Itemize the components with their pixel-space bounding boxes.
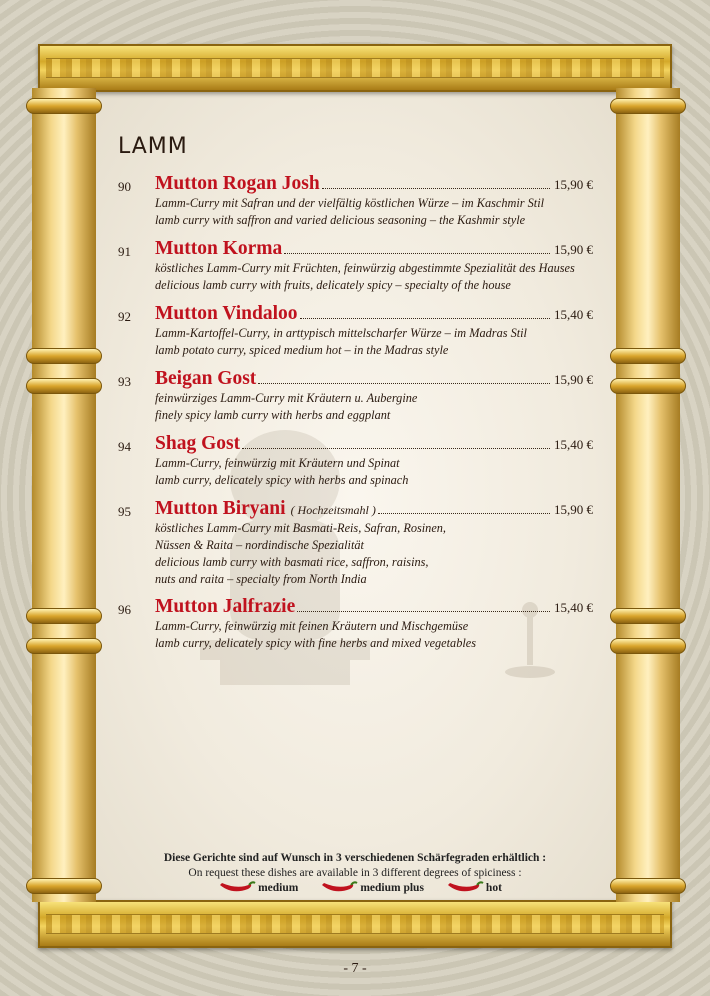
description-line: Nüssen & Raita – nordindische Spezialität: [155, 538, 364, 552]
description-line: nuts and raita – specialty from North India: [155, 572, 367, 586]
description-line: lamb curry, delicately spicy with herbs and spinach: [155, 473, 409, 487]
spiciness-note-german: Diese Gerichte sind auf Wunsch in 3 verschiedenen Schärfegraden erhältlich :: [163, 852, 547, 864]
description-line: Lamm-Kartoffel-Curry, in arttypisch mittelscharfer Würze – im Madras Stil: [155, 326, 527, 340]
description-line: lamb potato curry, spiced medium hot – in the Madras style: [155, 343, 449, 357]
dish-description: [155, 455, 408, 489]
description-line: delicious lamb curry with fruits, delicately spicy – specialty of the house: [155, 278, 511, 292]
bottom-gold-beam: [38, 900, 672, 948]
description-line: köstliches Lamm-Curry mit Basmati-Reis, Safran, Rosinen,: [155, 521, 447, 535]
dot-leader: [297, 611, 550, 612]
item-title-row: [155, 238, 593, 260]
item-title-row: [155, 303, 593, 325]
page-number: - 7 -: [343, 961, 367, 976]
description-line: finely spicy lamb curry with herbs and eggplant: [155, 408, 391, 422]
item-title-row: [155, 596, 593, 618]
chili-pepper-icon: [320, 881, 358, 895]
item-title-row: [155, 368, 593, 390]
spice-level-hot: [446, 881, 502, 895]
right-gold-column: [616, 88, 680, 902]
dot-leader: [242, 448, 550, 449]
dot-leader: [258, 383, 550, 384]
spice-level-label: medium plus: [360, 882, 424, 894]
item-number: 94: [118, 439, 131, 454]
dish-name: Shag Gost: [155, 433, 241, 454]
description-line: delicious lamb curry with basmati rice, saffron, raisins,: [155, 555, 429, 569]
item-title-row: [155, 498, 593, 520]
top-gold-beam: [38, 44, 672, 92]
dish-name: Mutton Biryani: [155, 498, 286, 519]
item-title-row: [155, 433, 593, 455]
description-line: Lamm-Curry, feinwürzig mit Kräutern und Spinat: [155, 456, 400, 470]
dish-name: Mutton Rogan Josh: [155, 173, 320, 194]
description-line: lamb curry with saffron and varied delicious seasoning – the Kashmir style: [155, 213, 526, 227]
dish-price: 15,90 €: [554, 177, 593, 192]
dish-price: 15,90 €: [554, 372, 593, 387]
description-line: köstliches Lamm-Curry mit Früchten, feinwürzig abgestimmte Spezialität des Hauses: [155, 261, 575, 275]
item-number: 93: [118, 374, 131, 389]
dot-leader: [300, 318, 551, 319]
item-title-row: [155, 173, 593, 195]
dish-name: Mutton Vindaloo: [155, 303, 298, 324]
item-number: 92: [118, 309, 131, 324]
dot-leader: [378, 513, 550, 514]
dish-name: Mutton Jalfrazie: [155, 596, 296, 617]
dish-description: [155, 618, 476, 652]
dish-price: 15,40 €: [554, 437, 593, 452]
description-line: Lamm-Curry, feinwürzig mit feinen Kräutern und Mischgemüse: [155, 619, 469, 633]
chili-pepper-icon: [446, 881, 484, 895]
dish-note: ( Hochzeitsmahl ): [290, 503, 376, 517]
item-number: 96: [118, 602, 131, 617]
description-line: lamb curry, delicately spicy with fine herbs and mixed vegetables: [155, 636, 477, 650]
dish-name: Mutton Korma: [155, 238, 283, 259]
dish-price: 15,40 €: [554, 307, 593, 322]
spice-level-label: medium: [258, 882, 299, 894]
dish-price: 15,90 €: [554, 242, 593, 257]
spice-level-medium-plus: [320, 881, 424, 895]
dish-description: [155, 390, 417, 424]
description-line: Lamm-Curry mit Safran und der vielfältig köstlichen Würze – im Kaschmir Stil: [155, 196, 545, 210]
spice-level-label: hot: [485, 882, 502, 894]
dish-description: [155, 195, 544, 229]
spiciness-note-english: On request these dishes are available in 3 different degrees of spiciness :: [188, 867, 522, 879]
dish-description: [155, 325, 527, 359]
dish-name: Beigan Gost: [155, 368, 257, 389]
dish-description: [155, 260, 575, 294]
description-line: feinwürziges Lamm-Curry mit Kräutern u. Aubergine: [155, 391, 418, 405]
dot-leader: [322, 188, 550, 189]
left-gold-column: [32, 88, 96, 902]
dish-price: 15,40 €: [554, 600, 593, 615]
section-title: LAMM: [118, 134, 188, 159]
item-number: 90: [118, 179, 131, 194]
spice-level-medium: [218, 881, 298, 895]
dot-leader: [284, 253, 550, 254]
item-number: 95: [118, 504, 131, 519]
dish-description: [155, 520, 446, 588]
spiciness-levels: [200, 881, 520, 895]
chili-pepper-icon: [218, 881, 256, 895]
item-number: 91: [118, 244, 131, 259]
dish-price: 15,90 €: [554, 502, 593, 517]
